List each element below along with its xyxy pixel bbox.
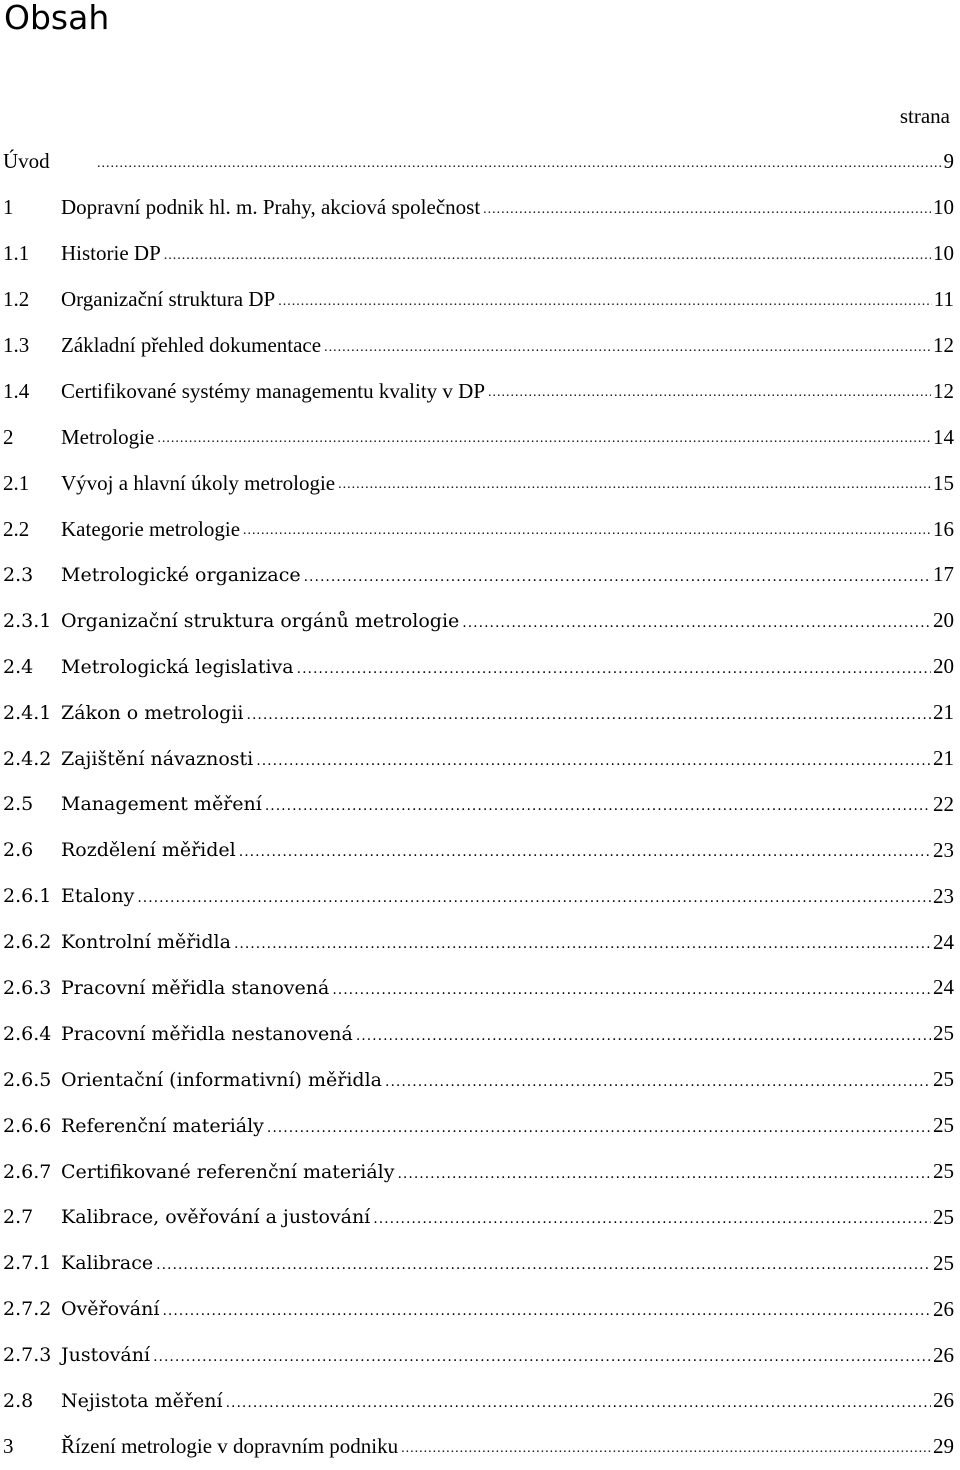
toc-entry-page-number: 16 [933,516,954,541]
dot-leader [278,294,932,310]
toc-entry-number: 2.4 [3,655,34,678]
toc-entry-line [61,827,954,873]
toc-entry[interactable] [0,231,960,277]
toc-entry-number: 2.6.7 [3,1160,52,1183]
toc-entry-line [61,690,954,736]
toc-entry[interactable] [0,1332,960,1378]
toc-entry-number: 2.2 [3,516,30,541]
toc-entry-page-number: 25 [933,1250,954,1275]
toc-entry-page-number: 23 [933,837,954,862]
toc-entry-title: Historie DP [61,241,161,266]
dot-leader [397,1166,931,1182]
toc-entry-line [61,644,954,690]
toc-entry[interactable] [0,1149,960,1195]
toc-entry-number: 1.3 [3,333,30,357]
toc-entry-number: 2.5 [3,793,34,816]
toc-entry-number: 2.6 [3,839,34,862]
toc-entry[interactable] [0,277,960,323]
dot-leader [297,661,931,677]
toc-entry-page-number: 26 [933,1296,954,1321]
toc-entry-line [61,552,954,598]
toc-entry-line [61,873,954,919]
toc-entry-title: Organizační struktura orgánů metrologie [61,609,460,632]
toc-entry-page-number: 25 [933,1113,954,1138]
toc-entry[interactable] [0,1240,960,1286]
toc-entry-number: 1.2 [3,287,30,312]
toc-entry-line [61,1057,954,1103]
toc-entry-number: 2.7.1 [3,1252,52,1275]
dot-leader [256,753,931,769]
dot-leader [243,523,931,539]
toc-entry-number: 2.8 [3,1389,34,1412]
toc-entry-title: Vývoj a hlavní úkoly metrologie [61,470,336,495]
toc-entry-line [61,185,954,231]
toc-entry-line [61,1332,954,1378]
dot-leader [462,615,931,631]
toc-entry-line [61,323,954,369]
toc-entry-number: Úvod [3,149,50,174]
toc-entry-title: Rozdělení měřidel [61,839,236,862]
toc-entry-number: 2.4.1 [3,701,52,724]
page-column-header: strana [899,104,950,128]
toc-entry[interactable] [0,1011,960,1057]
dot-leader [157,431,931,447]
toc-entry-page-number: 17 [933,562,954,587]
toc-entry-number: 2.6.3 [3,976,52,999]
toc-entry-number: 2.3 [3,563,34,586]
toc-entry-number: 2.6.5 [3,1068,52,1091]
toc-entry-line [61,1011,954,1057]
dot-leader [162,1303,931,1319]
toc-entry[interactable] [0,1057,960,1103]
toc-entry[interactable] [0,873,960,919]
toc-entry-page-number: 26 [933,1388,954,1413]
toc-entry-line [61,277,954,323]
dot-leader [373,1211,931,1227]
toc-entry-page-number: 12 [933,333,954,357]
toc-entry-title: Referenční materiály [61,1114,264,1137]
toc-entry-page-number: 24 [933,975,954,1000]
toc-entry-title: Metrologická legislativa [61,655,294,678]
toc-entry-title: Řízení metrologie v dopravním podniku [61,1434,399,1459]
toc-entry-line [61,460,954,506]
toc-entry-title: Kontrolní měřidla [61,931,231,954]
toc-entry-title: Pracovní měřidla stanovená [61,976,330,999]
dot-leader [137,890,931,906]
dot-leader [247,707,932,723]
toc-entry-title: Justování [61,1344,151,1367]
toc-entry-page-number: 22 [933,791,954,816]
toc-entry-number: 1.4 [3,378,30,403]
toc-entry-line [61,506,954,552]
toc-entry[interactable] [0,1286,960,1332]
toc-entry-line [61,1424,954,1470]
toc-entry-line [61,1378,954,1424]
toc-entry-number: 2.6.2 [3,931,52,954]
toc-entry-title: Základní přehled dokumentace [61,333,322,357]
toc-entry[interactable] [0,185,960,231]
dot-leader [324,340,931,356]
toc-entry-page-number: 20 [933,654,954,679]
toc-entry-page-number: 23 [933,883,954,908]
toc-entry-number: 3 [3,1434,14,1459]
toc-entry-title: Nejistota měření [61,1389,223,1412]
toc-entry-title: Orientační (informativní) měřidla [61,1068,382,1091]
dot-leader [234,936,931,952]
toc-entry[interactable] [0,1103,960,1149]
toc-entry-title: Dopravní podnik hl. m. Prahy, akciová společnost [61,195,481,220]
toc-entry-page-number: 12 [933,378,954,403]
toc-entry-page-number: 10 [933,195,954,220]
toc-entry[interactable] [0,736,960,782]
toc-entry-line [61,1149,954,1195]
toc-entry-page-number: 25 [933,1067,954,1092]
toc-entry-title: Etalony [61,885,135,908]
toc-entry[interactable] [0,1194,960,1240]
toc-entry-line [61,368,954,414]
toc-entry-line [94,139,954,185]
toc-entry-page-number: 29 [933,1434,954,1459]
table-of-contents [0,139,960,1470]
dot-leader [338,477,931,493]
toc-entry-line [61,919,954,965]
toc-entry-page-number: 20 [933,608,954,633]
toc-entry-line [61,781,954,827]
toc-entry-title: Zákon o metrologii [61,701,244,724]
toc-entry-title: Certifikované systémy managementu kvality v DP [61,378,485,403]
toc-entry[interactable] [0,827,960,873]
dot-leader [483,202,931,218]
toc-entry-title: Zajištění návaznosti [61,747,254,770]
dot-leader [265,798,931,814]
toc-entry-page-number: 25 [933,1159,954,1184]
dot-leader [385,1074,931,1090]
page-title: Obsah [4,0,110,37]
toc-entry[interactable] [0,552,960,598]
dot-leader [356,1028,931,1044]
toc-entry-number: 2 [3,424,14,449]
toc-entry-title: Kategorie metrologie [61,516,241,541]
toc-entry-title: Management měření [61,793,262,816]
toc-entry-title: Kalibrace [61,1252,154,1275]
toc-entry-title: Metrologie [61,424,155,449]
toc-entry-page-number: 21 [933,746,954,771]
dot-leader [267,1120,931,1136]
toc-entry-page-number: 25 [933,1204,954,1229]
toc-entry[interactable] [0,598,960,644]
dot-leader [226,1395,931,1411]
dot-leader [401,1441,931,1457]
dot-leader [156,1257,931,1273]
toc-entry[interactable] [0,781,960,827]
toc-entry-number: 2.6.6 [3,1114,52,1137]
dot-leader [239,844,931,860]
toc-entry[interactable] [0,506,960,552]
toc-entry-title: Metrologické organizace [61,563,301,586]
dot-leader [153,1349,931,1365]
toc-entry-line [61,1240,954,1286]
toc-entry-line [61,1103,954,1149]
toc-entry-title: Certifikované referenční materiály [61,1160,395,1183]
toc-entry[interactable] [0,460,960,506]
toc-entry-line [61,1286,954,1332]
toc-entry[interactable] [0,323,960,369]
toc-entry-page-number: 24 [933,929,954,954]
toc-entry-number: 1 [3,195,14,220]
toc-entry-title: Organizační struktura DP [61,287,276,312]
toc-entry-title: Kalibrace, ověřování a justování [61,1206,371,1229]
toc-entry[interactable] [0,644,960,690]
toc-entry-page-number: 9 [943,149,954,174]
toc-entry-number: 2.7.2 [3,1298,52,1321]
dot-leader [332,982,931,998]
toc-entry-line [61,965,954,1011]
toc-entry[interactable] [0,1378,960,1424]
toc-entry-number: 2.7.3 [3,1344,52,1367]
toc-entry-number: 2.6.4 [3,1022,52,1045]
toc-entry-title: Pracovní měřidla nestanovená [61,1022,353,1045]
toc-entry-page-number: 21 [933,700,954,725]
toc-entry-number: 1.1 [3,241,30,266]
toc-entry[interactable] [0,1424,960,1470]
toc-entry[interactable] [0,919,960,965]
toc-entry[interactable] [0,690,960,736]
toc-entry-number: 2.3.1 [3,609,52,632]
dot-leader [97,156,942,172]
toc-entry[interactable] [0,368,960,414]
toc-entry-line [61,736,954,782]
toc-entry-line [61,598,954,644]
dot-leader [304,569,931,585]
toc-entry-page-number: 26 [933,1342,954,1367]
toc-entry-number: 2.1 [3,470,30,495]
toc-entry-number: 2.4.2 [3,747,52,770]
toc-entry[interactable] [0,414,960,460]
toc-entry-number: 2.6.1 [3,885,52,908]
toc-entry-page-number: 10 [933,241,954,266]
dot-leader [164,248,931,264]
toc-entry-line [61,231,954,277]
toc-entry[interactable] [0,139,960,185]
toc-entry-title: Ověřování [61,1298,160,1321]
toc-entry-page-number: 15 [933,470,954,495]
dot-leader [488,385,931,401]
toc-entry-page-number: 14 [933,424,954,449]
toc-entry[interactable] [0,965,960,1011]
toc-entry-page-number: 25 [933,1021,954,1046]
toc-entry-line [61,414,954,460]
toc-entry-line [61,1194,954,1240]
toc-entry-page-number: 11 [933,287,954,312]
toc-entry-number: 2.7 [3,1206,34,1229]
